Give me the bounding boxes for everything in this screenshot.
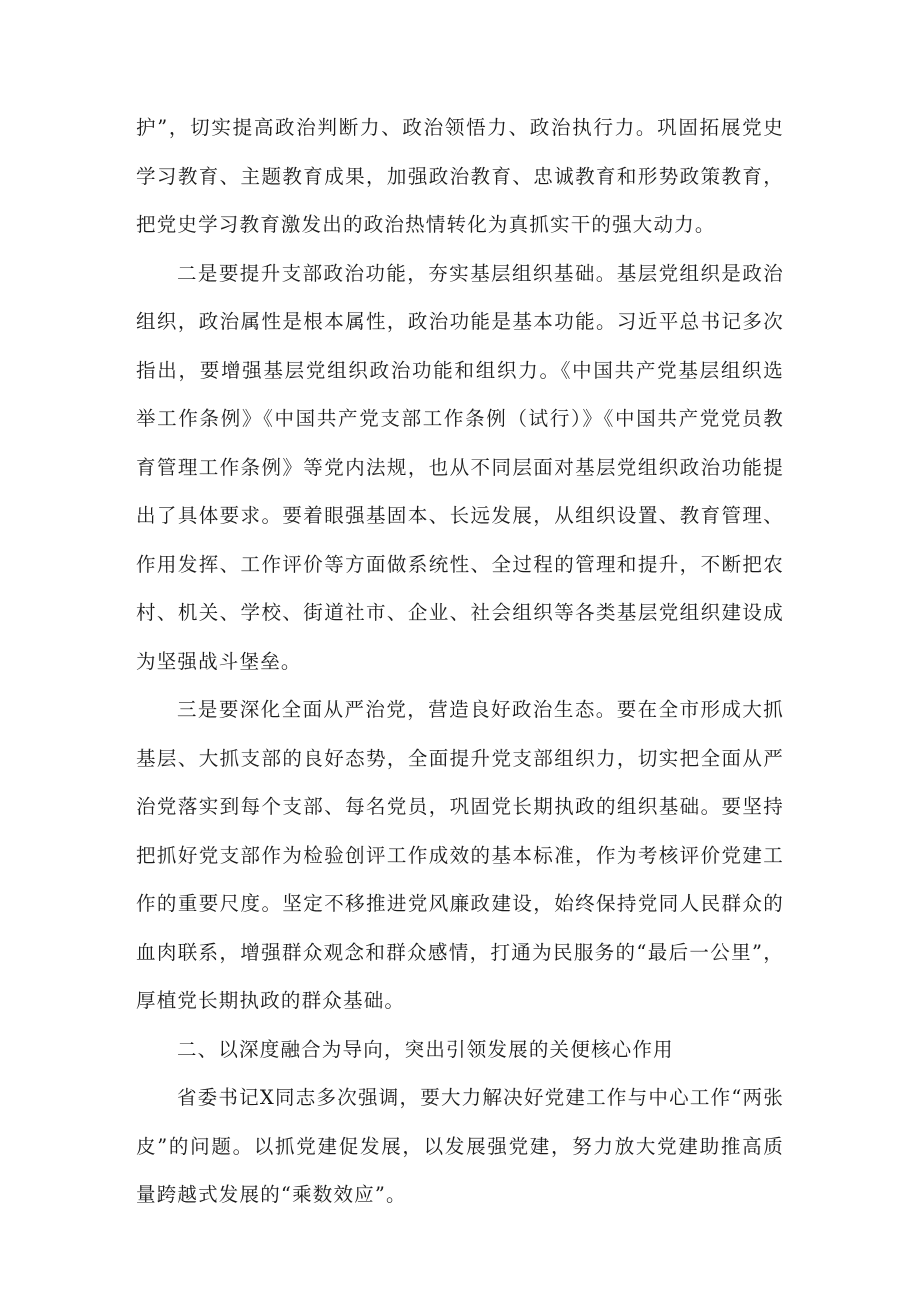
paragraph-provincial-secretary: 省委书记X同志多次强调，要大力解决好党建工作与中心工作“两张皮”的问题。以抓党建促发展，以发展强党建，努力放大党建助推高质量跨越式发展的“乘数效应”。 xyxy=(136,1086,784,1206)
document-body xyxy=(136,104,784,1220)
paragraph-continuation: 护”，切实提高政治判断力、政治领悟力、政治执行力。巩固拓展党史学习教育、主题教育成果，加强政治教育、忠诚教育和形势政策教育，把党史学习教育激发出的政治热情转化为真抓实干的强大动力。 xyxy=(136,116,784,236)
paragraph-strict-governance: 三是要深化全面从严治党，营造良好政治生态。要在全市形成大抓基层、大抓支部的良好态势，全面提升党支部组织力，切实把全面从严治党落实到每个支部、每名党员，巩固党长期执政的组织基础。要坚持把抓好党支部作为检验创评工作成效的基本标准，作为考核评价党建工作的重要尺度。坚定不移推进党风廉政建设，始终保持党同人民群众的血肉联系，增强群众观念和群众感情，打通为民服务的“最后一公里”，厚植党长期执政的群众基础。 xyxy=(136,698,784,1012)
section-heading: 二、以深度融合为导向，突出引领发展的关便核心作用 xyxy=(176,1037,674,1061)
paragraph-support-branch: 二是要提升支部政治功能，夯实基层组织基础。基层党组织是政治组织，政治属性是根本属性，政治功能是基本功能。习近平总书记多次指出，要增强基层党组织政治功能和组织力。《中国共产党基层组织选举工作条例》《中国共产党支部工作条例（试行）》《中国共产党党员教育管理工作条例》等党内法规，也从不同层面对基层党组织政治功能提出了具体要求。要着眼强基固本、长远发展，从组织设置、教育管理、作用发挥、工作评价等方面做系统性、全过程的管理和提升，不断把农村、机关、学校、街道社市、企业、社会组织等各类基层党组织建设成为坚强战斗堡垒。 xyxy=(136,261,784,673)
